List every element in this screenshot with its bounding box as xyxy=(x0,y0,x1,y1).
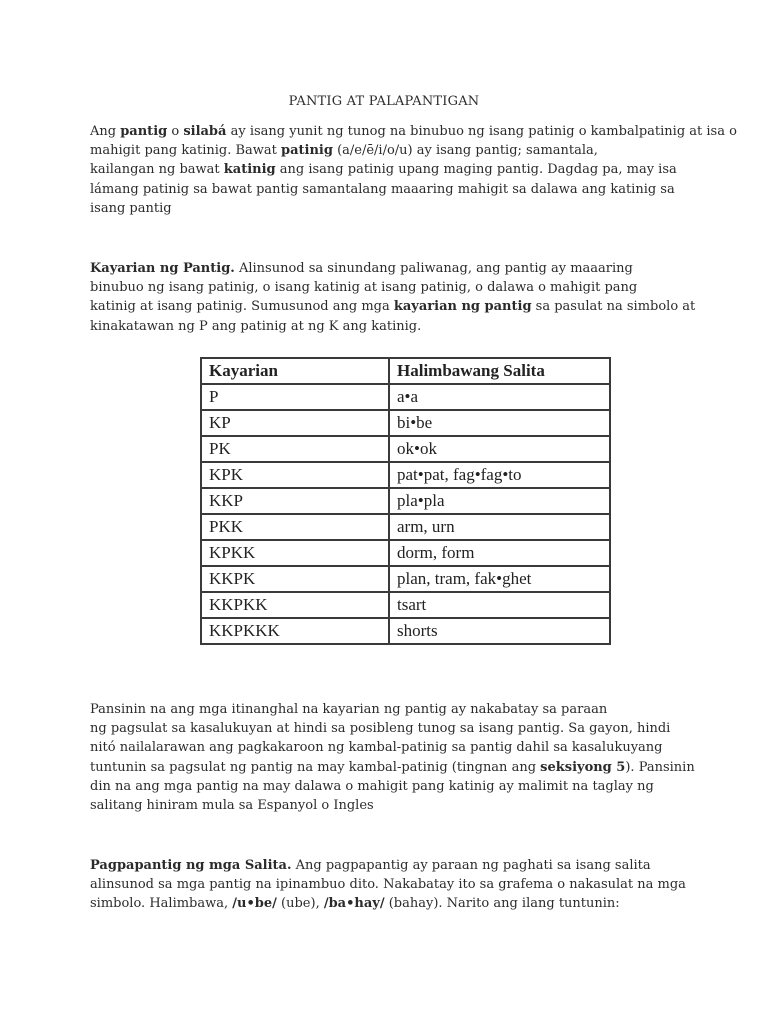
text-line: kinakatawan ng P ang patinig at ng K ang katinig. xyxy=(90,318,422,334)
text-run: simbolo. Halimbawa, xyxy=(90,896,233,912)
text-line xyxy=(90,894,690,913)
paragraph-kayarian xyxy=(90,259,696,336)
table-header-row xyxy=(201,358,610,384)
paragraph-intro xyxy=(90,122,737,218)
section-heading: Pagpapantig ng mga Salita. xyxy=(90,858,292,873)
text-line: nitó nailalarawan ang pagkakaroon ng kambal-patinig sa pantig dahil sa kasalukuyang xyxy=(90,740,663,756)
text-run: Ang pagpapantig ay paraan ng paghati sa isang salita xyxy=(291,858,651,873)
table-cell: dorm, form xyxy=(389,540,610,566)
table-cell: KKPKKK xyxy=(201,618,389,644)
text-line xyxy=(90,160,690,179)
table-cell: KP xyxy=(201,410,389,436)
bold-term: silabá xyxy=(183,124,227,139)
table-row xyxy=(201,462,610,488)
text-line: ng pagsulat sa kasalukuyan at hindi sa posibleng tunog sa isang pantig. Sa gayon, hindi xyxy=(90,721,671,737)
text-line: isang pantig xyxy=(90,200,172,216)
table-row xyxy=(201,566,610,592)
text-line: Pansinin na ang mga itinanghal na kayarian ng pantig ay nakabatay sa paraan xyxy=(90,702,608,717)
text-run: sa pasulat na simbolo at xyxy=(531,299,696,315)
text-line: salitang hiniram mula sa Espanyol o Ingles xyxy=(90,797,374,813)
text-run: Ang xyxy=(90,124,121,139)
text-line: lámang patinig sa bawat pantig samantalang maaaring mahigit sa dalawa ang katinig sa xyxy=(90,181,675,197)
table-row xyxy=(201,384,610,410)
text-line xyxy=(90,141,690,160)
text-line xyxy=(90,758,695,777)
text-run: (a/e/ē/i/o/u) ay isang pantig; samantala, xyxy=(332,143,598,159)
bold-term: patinig xyxy=(281,143,333,159)
text-run: ay isang yunit ng tunog na binubuo ng isang patinig o kambalpatinig at isa o xyxy=(226,124,737,139)
table-row xyxy=(201,592,610,618)
table-cell: plan, tram, fak•ghet xyxy=(389,566,610,592)
table-cell: a•a xyxy=(389,384,610,410)
text-line: binubuo ng isang patinig, o isang katinig at isang patinig, o dalawa o mahigit pang xyxy=(90,280,638,296)
text-line xyxy=(90,259,690,278)
bold-term: pantig xyxy=(120,124,168,139)
page-title: PANTIG AT PALAPANTIGAN xyxy=(288,94,480,109)
table-row xyxy=(201,514,610,540)
text-run: ang isang patinig upang maging pantig. Dagdag pa, may isa xyxy=(275,162,677,178)
text-line: din na ang mga pantig na may dalawa o mahigit pang katinig ay malimit na taglay ng xyxy=(90,778,654,794)
bold-term: /u•be/ xyxy=(232,896,277,912)
table-row xyxy=(201,436,610,462)
section-heading: Kayarian ng Pantig. xyxy=(90,261,235,276)
text-line xyxy=(90,297,696,316)
table-cell: shorts xyxy=(389,618,610,644)
column-header: Halimbawang Salita xyxy=(389,358,610,384)
table-cell: P xyxy=(201,384,389,410)
text-run: ). Pansinin xyxy=(625,759,695,775)
text-run: o xyxy=(167,124,184,139)
text-run: tuntunin sa pagsulat ng pantig na may kambal-patinig (tingnan ang xyxy=(90,759,541,775)
table-row xyxy=(201,540,610,566)
table-cell: KKPKK xyxy=(201,592,389,618)
paragraph-pagpapantig xyxy=(90,856,690,914)
table-cell: pat•pat, fag•fag•to xyxy=(389,462,610,488)
table-cell: KPKK xyxy=(201,540,389,566)
table-cell: PKK xyxy=(201,514,389,540)
bold-term: seksiyong 5 xyxy=(540,759,626,775)
bold-term: katinig xyxy=(223,162,276,178)
text-run: mahigit pang katinig. Bawat xyxy=(90,143,282,159)
table-cell: tsart xyxy=(389,592,610,618)
text-run: (bahay). Narito ang ilang tuntunin: xyxy=(384,896,620,912)
text-line xyxy=(90,122,737,141)
kayarian-table xyxy=(200,357,611,645)
table-cell: KKPK xyxy=(201,566,389,592)
table-cell: PK xyxy=(201,436,389,462)
bold-term: /ba•hay/ xyxy=(323,896,385,912)
text-line xyxy=(90,856,690,875)
text-line: alinsunod sa mga pantig na ipinambuo dito. Nakabatay ito sa grafema o nakasulat na mga xyxy=(90,877,686,893)
text-run: Alinsunod sa sinundang paliwanag, ang pantig ay maaaring xyxy=(234,261,633,276)
text-run: (ube), xyxy=(276,896,324,912)
paragraph-pansinin xyxy=(90,700,695,815)
table-cell: arm, urn xyxy=(389,514,610,540)
table-cell: KKP xyxy=(201,488,389,514)
table-row xyxy=(201,488,610,514)
bold-term: kayarian ng pantig xyxy=(393,299,532,315)
table-cell: KPK xyxy=(201,462,389,488)
text-run: kailangan ng bawat xyxy=(90,162,224,178)
table-row xyxy=(201,410,610,436)
table-cell: bi•be xyxy=(389,410,610,436)
column-header: Kayarian xyxy=(201,358,389,384)
table-row xyxy=(201,618,610,644)
table-cell: pla•pla xyxy=(389,488,610,514)
table-cell: ok•ok xyxy=(389,436,610,462)
text-run: katinig at isang patinig. Sumusunod ang mga xyxy=(90,299,394,315)
